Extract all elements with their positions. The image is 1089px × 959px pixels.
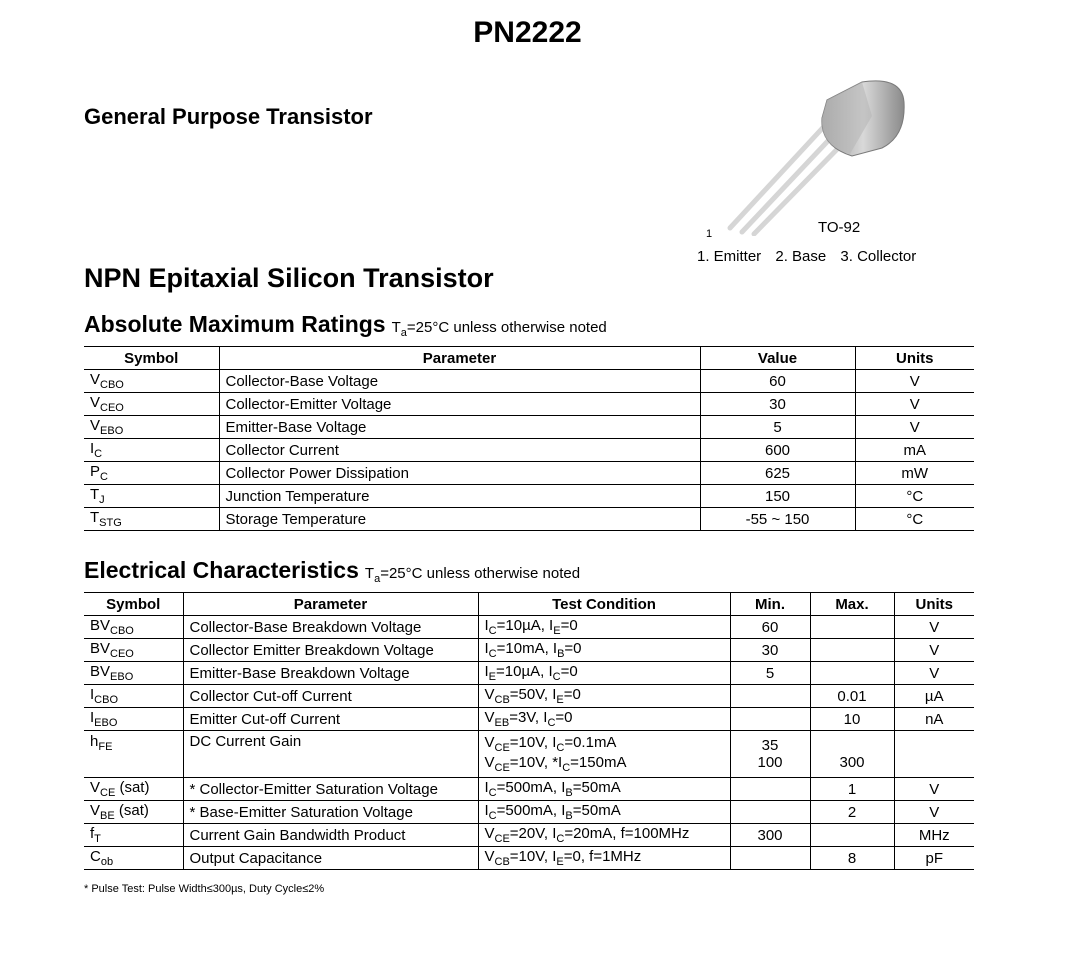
symbol-cell: $I_C$: [84, 439, 219, 462]
symbol-cell: $V_{EBO}$: [84, 416, 219, 439]
table-row: [84, 731, 974, 778]
min-cell: 30: [730, 639, 810, 662]
max-cell: [810, 662, 894, 685]
value-cell: 60: [700, 370, 855, 393]
unit-cell: MHz: [894, 824, 974, 847]
value-cell: 150: [700, 485, 855, 508]
condition-cell: [478, 731, 730, 778]
col-symbol: Symbol: [84, 347, 219, 370]
condition-text: $I_C=500mA$, $I_B=50mA$: [484, 779, 621, 799]
parameter-cell: Emitter-Base Voltage: [219, 416, 700, 439]
parameter-cell: Collector Power Dissipation: [219, 462, 700, 485]
package-name: TO-92: [818, 219, 861, 236]
unit-cell: V: [894, 616, 974, 639]
table-row: [84, 393, 974, 416]
max-cell: 1: [810, 778, 894, 801]
unit-cell: V: [894, 639, 974, 662]
parameter-cell: * Collector-Emitter Saturation Voltage: [183, 778, 478, 801]
unit-cell: V: [894, 801, 974, 824]
table-row: [84, 708, 974, 731]
max-cell: 0.01: [810, 685, 894, 708]
unit-cell: °C: [855, 485, 974, 508]
symbol-cell: $V_{CBO}$: [84, 370, 219, 393]
unit-cell: µA: [894, 685, 974, 708]
parameter-cell: Emitter-Base Breakdown Voltage: [183, 662, 478, 685]
col-min: Min.: [730, 593, 810, 616]
condition-text: $V_{CE}=10V$, $*I_C=150mA$: [484, 754, 627, 774]
parameter-cell: Collector Cut-off Current: [183, 685, 478, 708]
condition-text: $I_C=500mA$, $I_B=50mA$: [484, 802, 621, 822]
col-units: Units: [855, 347, 974, 370]
unit-cell: nA: [894, 708, 974, 731]
symbol-cell: $I_{CBO}$: [84, 685, 183, 708]
col-parameter: Parameter: [219, 347, 700, 370]
col-value: Value: [700, 347, 855, 370]
min-cell: [730, 685, 810, 708]
table-row: [84, 370, 974, 393]
symbol-cell: $f_T$: [84, 824, 183, 847]
col-max: Max.: [810, 593, 894, 616]
unit-cell: V: [894, 778, 974, 801]
unit-cell: pF: [894, 847, 974, 870]
unit-cell: mW: [855, 462, 974, 485]
condition-cell: [478, 778, 730, 801]
table-header-row: [84, 593, 974, 616]
parameter-cell: Collector-Base Breakdown Voltage: [183, 616, 478, 639]
min-cell: 5: [730, 662, 810, 685]
symbol-cell: $BV_{CBO}$: [84, 616, 183, 639]
value-cell: -55 ~ 150: [700, 508, 855, 531]
symbol-cell: $I_{EBO}$: [84, 708, 183, 731]
table-row: [84, 508, 974, 531]
unit-cell: V: [855, 370, 974, 393]
col-test-condition: Test Condition: [478, 593, 730, 616]
pulse-test-footnote: * Pulse Test: Pulse Width≤300µs, Duty Cycle≤2%: [84, 883, 325, 895]
pin-emitter: 1. Emitter: [697, 248, 762, 265]
parameter-cell: Storage Temperature: [219, 508, 700, 531]
symbol-cell: $C_{ob}$: [84, 847, 183, 870]
table-row: [84, 685, 974, 708]
pin-collector: 3. Collector: [840, 248, 917, 265]
col-units: Units: [894, 593, 974, 616]
parameter-cell: Collector-Emitter Voltage: [219, 393, 700, 416]
max-cell: 300: [810, 731, 894, 778]
condition-cell: [478, 708, 730, 731]
part-number-title: PN2222: [473, 16, 582, 49]
symbol-cell: $BV_{EBO}$: [84, 662, 183, 685]
value-cell: 600: [700, 439, 855, 462]
condition-text: $I_C=10\mu A$, $I_E=0$: [484, 617, 578, 637]
symbol-cell: $V_{CE}$ (sat): [84, 778, 183, 801]
condition-cell: [478, 685, 730, 708]
parameter-cell: Collector-Base Voltage: [219, 370, 700, 393]
parameter-cell: Junction Temperature: [219, 485, 700, 508]
parameter-cell: * Base-Emitter Saturation Voltage: [183, 801, 478, 824]
max-cell: 10: [810, 708, 894, 731]
max-cell: [810, 639, 894, 662]
max-cell: [810, 824, 894, 847]
symbol-cell: $BV_{CEO}$: [84, 639, 183, 662]
value-cell: 625: [700, 462, 855, 485]
condition-text: $I_C=10mA$, $I_B=0$: [484, 640, 582, 660]
parameter-cell: Collector Current: [219, 439, 700, 462]
parameter-cell: Output Capacitance: [183, 847, 478, 870]
unit-cell: °C: [855, 508, 974, 531]
value-cell: 30: [700, 393, 855, 416]
table-row: [84, 416, 974, 439]
absolute-max-heading: [84, 311, 607, 339]
condition-cell: [478, 616, 730, 639]
symbol-cell: $V_{BE}$ (sat): [84, 801, 183, 824]
absolute-max-note: $T_a=25^\circ C$ unless otherwise noted: [391, 319, 607, 339]
electrical-table: [84, 592, 974, 870]
condition-text: $I_E=10\mu A$, $I_C=0$: [484, 663, 578, 683]
min-cell: 300: [730, 824, 810, 847]
absolute-max-table: [84, 346, 974, 531]
symbol-cell: $P_C$: [84, 462, 219, 485]
pin-base: 2. Base: [775, 248, 827, 265]
unit-cell: V: [894, 662, 974, 685]
table-row: [84, 439, 974, 462]
min-cell: [730, 847, 810, 870]
table-row: [84, 462, 974, 485]
table-header-row: [84, 347, 974, 370]
table-row: [84, 662, 974, 685]
condition-text: $V_{CE}=10V$, $I_C=0.1mA$: [484, 734, 617, 754]
absolute-max-title: Absolute Maximum Ratings: [84, 311, 386, 337]
condition-cell: [478, 801, 730, 824]
min-cell: [730, 708, 810, 731]
general-purpose-subtitle: General Purpose Transistor: [84, 104, 373, 129]
device-type-heading: NPN Epitaxial Silicon Transistor: [84, 263, 494, 293]
table-row: [84, 778, 974, 801]
condition-cell: [478, 662, 730, 685]
parameter-cell: Current Gain Bandwidth Product: [183, 824, 478, 847]
condition-text: $V_{EB}=3V$, $I_C=0$: [484, 709, 573, 729]
unit-cell: [894, 731, 974, 778]
pin-descriptions: [697, 248, 926, 265]
unit-cell: mA: [855, 439, 974, 462]
condition-text: $V_{CB}=10V$, $I_E=0$, f=1MHz: [484, 848, 642, 868]
electrical-heading: [84, 557, 580, 585]
table-row: [84, 847, 974, 870]
condition-text: $V_{CE}=20V$, $I_C=20mA$, f=100MHz: [484, 825, 690, 845]
unit-cell: V: [855, 393, 974, 416]
electrical-title: Electrical Characteristics: [84, 557, 359, 583]
unit-cell: V: [855, 416, 974, 439]
parameter-cell: Collector Emitter Breakdown Voltage: [183, 639, 478, 662]
table-row: [84, 801, 974, 824]
min-cell: 35 100: [730, 731, 810, 778]
condition-cell: [478, 639, 730, 662]
table-row: [84, 639, 974, 662]
electrical-note: $T_a=25^\circ C$ unless otherwise noted: [364, 565, 581, 585]
condition-text: $V_{CB}=50V$, $I_E=0$: [484, 686, 581, 706]
value-cell: 5: [700, 416, 855, 439]
max-cell: [810, 616, 894, 639]
col-parameter: Parameter: [183, 593, 478, 616]
parameter-cell: DC Current Gain: [183, 731, 478, 778]
pin1-marker: 1: [706, 228, 713, 240]
min-cell: [730, 778, 810, 801]
col-symbol: Symbol: [84, 593, 183, 616]
table-row: [84, 485, 974, 508]
condition-cell: [478, 824, 730, 847]
min-cell: [730, 801, 810, 824]
symbol-cell: $h_{FE}$: [84, 731, 183, 778]
table-row: [84, 616, 974, 639]
max-cell: 2: [810, 801, 894, 824]
table-row: [84, 824, 974, 847]
parameter-cell: Emitter Cut-off Current: [183, 708, 478, 731]
min-cell: 60: [730, 616, 810, 639]
symbol-cell: $T_{STG}$: [84, 508, 219, 531]
symbol-cell: $V_{CEO}$: [84, 393, 219, 416]
condition-cell: [478, 847, 730, 870]
to92-package-image: [712, 76, 912, 236]
max-cell: 8: [810, 847, 894, 870]
symbol-cell: $T_J$: [84, 485, 219, 508]
